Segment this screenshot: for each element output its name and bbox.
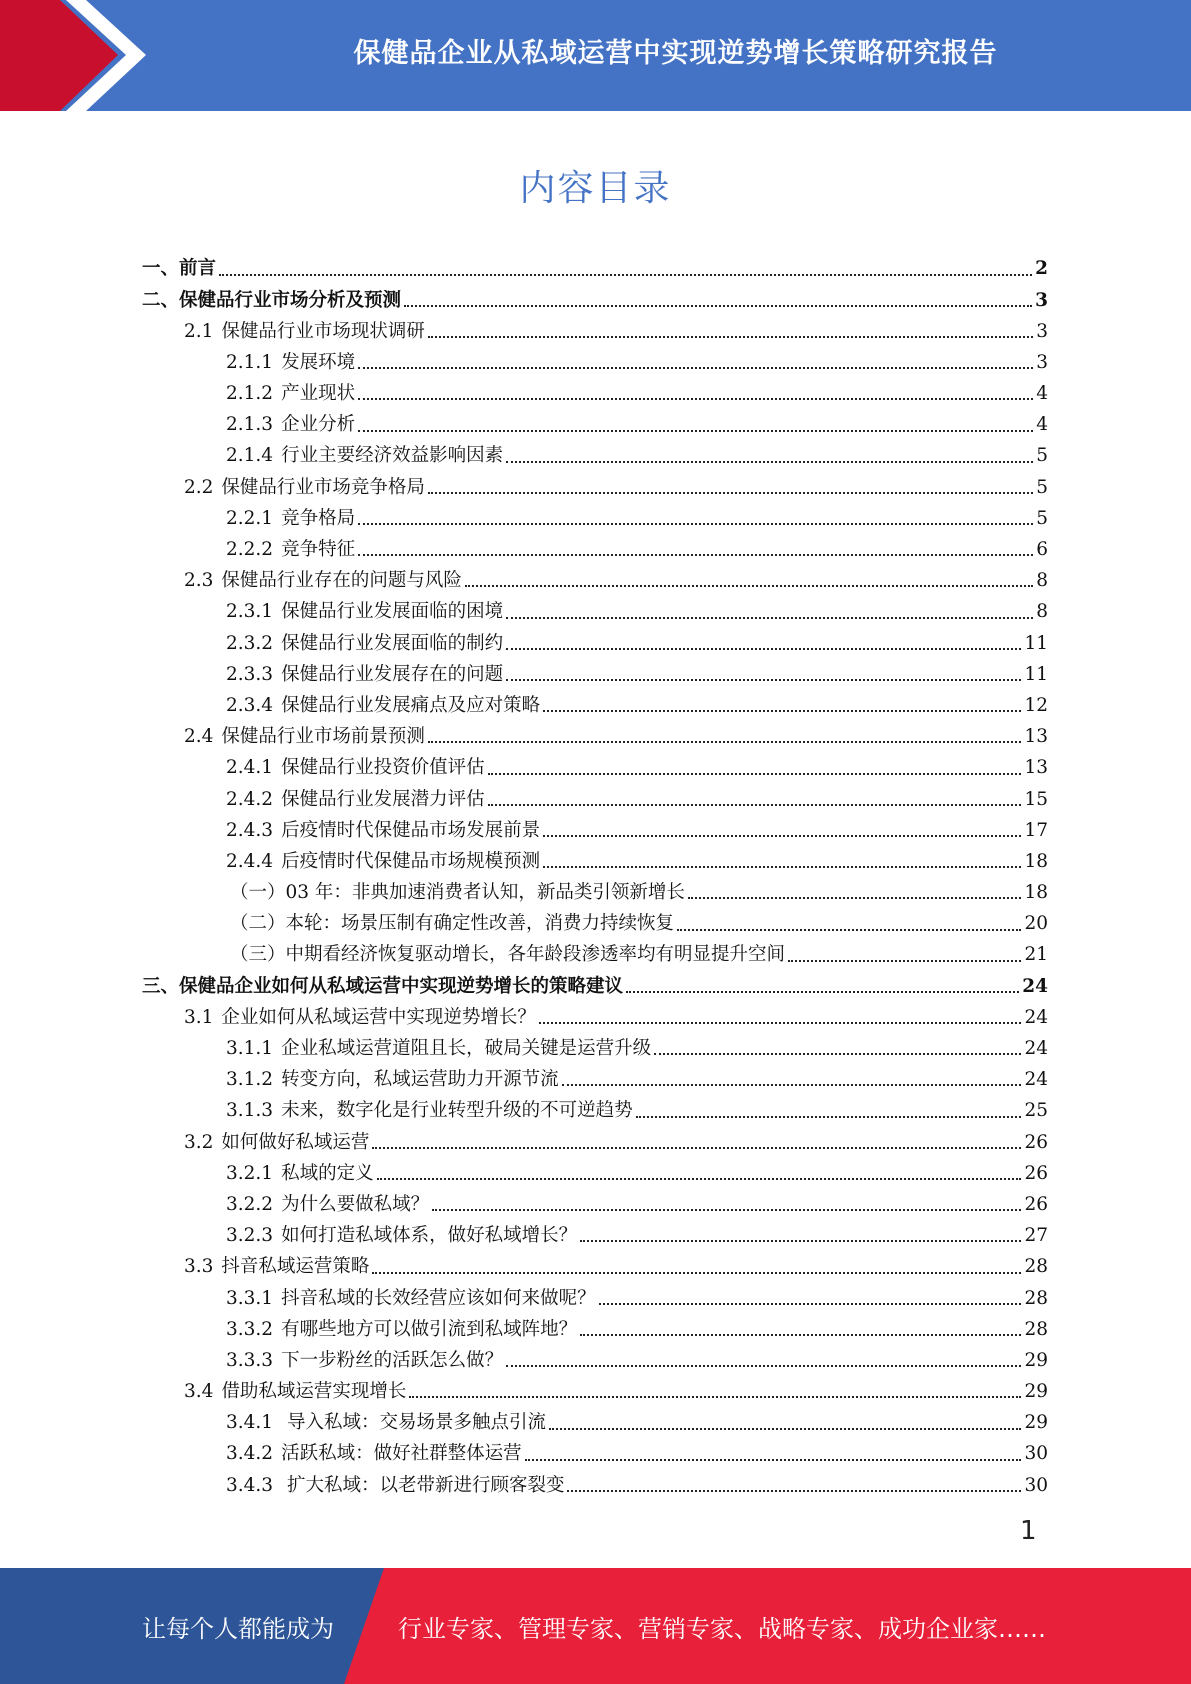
toc-entry-page: 27 bbox=[1024, 1225, 1048, 1247]
toc-entry-number: 3.3 bbox=[184, 1256, 214, 1278]
toc-entry-label bbox=[184, 728, 425, 747]
toc-entry[interactable] bbox=[142, 1314, 1048, 1345]
toc-entry-label bbox=[184, 476, 425, 498]
toc-entry-number: 3.2 bbox=[184, 1131, 214, 1153]
chevron-logo-icon bbox=[0, 0, 160, 111]
toc-entry-number: 2.3.2 bbox=[226, 632, 274, 654]
toc-entry-label bbox=[226, 447, 503, 466]
toc-entry-number: 3.1.1 bbox=[226, 1038, 274, 1060]
toc-entry-number: 2.1 bbox=[184, 320, 214, 342]
toc-entry-label bbox=[184, 1383, 406, 1402]
toc-entry-title: 扩大私域：以老带新进行顾客裂变 bbox=[281, 1474, 565, 1496]
dot-leader bbox=[599, 1303, 1022, 1305]
toc-entry-title: 保健品行业市场现状调研 bbox=[221, 320, 425, 342]
toc-entry[interactable] bbox=[142, 722, 1048, 753]
toc-entry[interactable] bbox=[142, 1065, 1048, 1096]
dot-leader bbox=[543, 835, 1021, 837]
toc-entry-number: 2.3.4 bbox=[226, 694, 274, 716]
toc-entry-title: 抖音私域运营策略 bbox=[221, 1256, 370, 1278]
toc-entry-number: 2.3 bbox=[184, 570, 214, 592]
toc-entry[interactable] bbox=[142, 753, 1048, 784]
toc-entry[interactable] bbox=[142, 504, 1048, 535]
toc-entry-page: 11 bbox=[1024, 632, 1048, 654]
toc-entry[interactable] bbox=[142, 1377, 1048, 1408]
toc-entry-page: 24 bbox=[1024, 1038, 1048, 1060]
toc-entry-number: 2.1.3 bbox=[226, 414, 274, 436]
toc-entry-title: 保健品行业发展潜力评估 bbox=[281, 788, 485, 810]
toc-entry-number: 3.3.1 bbox=[226, 1287, 274, 1309]
toc-entry[interactable] bbox=[142, 1221, 1048, 1252]
toc-entry-label bbox=[142, 260, 216, 279]
toc-entry-number: 2.4.2 bbox=[226, 788, 274, 810]
report-title: 保健品企业从私域运营中实现逆势增长策略研究报告 bbox=[353, 37, 998, 69]
toc-entry-page: 15 bbox=[1024, 788, 1048, 810]
toc-entry-page: 24 bbox=[1024, 1069, 1048, 1091]
toc-entry-label bbox=[226, 603, 503, 622]
toc-entry-label bbox=[226, 759, 485, 778]
toc-entry-page: 25 bbox=[1024, 1100, 1048, 1122]
toc-entry-label bbox=[226, 1040, 651, 1059]
toc-entry-page: 4 bbox=[1036, 383, 1048, 405]
toc-entry-label bbox=[226, 632, 504, 654]
toc-entry-page: 24 bbox=[1024, 1006, 1048, 1028]
toc-heading: 内容目录 bbox=[519, 168, 672, 209]
dot-leader bbox=[580, 1334, 1021, 1336]
dot-leader bbox=[788, 960, 1021, 962]
toc-entry-title: （三）中期看经济恢复驱动增长，各年龄段渗透率均有明显提升空间 bbox=[230, 944, 786, 966]
toc-entry-number: 3.4.2 bbox=[226, 1443, 274, 1465]
toc-entry-label bbox=[226, 541, 355, 560]
toc-entry-number: 3.4 bbox=[184, 1381, 214, 1403]
toc-entry[interactable] bbox=[142, 909, 1048, 940]
toc-entry-label bbox=[226, 1071, 559, 1090]
toc-entry-page: 6 bbox=[1036, 539, 1048, 561]
toc-entry-title: 竞争格局 bbox=[281, 507, 356, 529]
toc-entry-page: 26 bbox=[1024, 1131, 1048, 1153]
toc-entry-page: 28 bbox=[1024, 1256, 1048, 1278]
toc-entry[interactable] bbox=[142, 348, 1048, 379]
toc-entry[interactable] bbox=[142, 1252, 1048, 1283]
toc-entry-number: 2.4 bbox=[184, 726, 214, 748]
footer-band bbox=[0, 1568, 1191, 1684]
toc-entry[interactable] bbox=[142, 1283, 1048, 1314]
toc-entry-page: 26 bbox=[1024, 1193, 1048, 1215]
toc-entry[interactable] bbox=[142, 815, 1048, 846]
toc-entry-label bbox=[226, 416, 355, 435]
toc-entry-label bbox=[226, 385, 355, 404]
toc-entry-label bbox=[142, 975, 624, 997]
toc-entry-label bbox=[184, 1006, 536, 1028]
toc-entry-title: 保健品行业市场前景预测 bbox=[221, 726, 425, 748]
toc-entry-page: 30 bbox=[1024, 1474, 1048, 1496]
toc-entry-title: 抖音私域的长效经营应该如何来做呢？ bbox=[281, 1287, 596, 1309]
toc-entry-page: 11 bbox=[1024, 663, 1048, 685]
dot-leader bbox=[358, 367, 1033, 369]
toc-entry-label bbox=[142, 289, 402, 311]
toc-entry-number: 2.2.1 bbox=[226, 507, 274, 529]
dot-leader bbox=[219, 274, 1032, 276]
dot-leader bbox=[372, 1147, 1021, 1149]
toc-entry-number: 2.3.1 bbox=[226, 601, 274, 623]
toc-entry-title: 三、保健品企业如何从私域运营中实现逆势增长的策略建议 bbox=[142, 975, 624, 997]
footer-slogan-right: 行业专家、管理专家、营销专家、战略专家、成功企业家…… bbox=[398, 1614, 1046, 1643]
dot-leader bbox=[372, 1272, 1021, 1274]
toc-entry[interactable] bbox=[142, 410, 1048, 441]
dot-leader bbox=[543, 710, 1021, 712]
toc-entry-label bbox=[226, 850, 541, 872]
toc-entry-page: 28 bbox=[1024, 1318, 1048, 1340]
toc-entry[interactable] bbox=[142, 1190, 1048, 1221]
toc-entry-number: 2.1.1 bbox=[226, 351, 274, 373]
toc-entry-number: 3.1 bbox=[184, 1006, 214, 1028]
dot-leader bbox=[580, 1240, 1021, 1242]
toc-entry-number: 3.4.3 bbox=[226, 1474, 274, 1496]
toc-entry-page: 29 bbox=[1024, 1412, 1048, 1434]
toc-entry-number: 2.2 bbox=[184, 476, 214, 498]
toc-entry-title: 行业主要经济效益影响因素 bbox=[281, 445, 504, 467]
toc-entry-title: 发展环境 bbox=[281, 351, 356, 373]
dot-leader bbox=[432, 1209, 1021, 1211]
toc-entry-page: 12 bbox=[1024, 694, 1048, 716]
toc-entry-page: 30 bbox=[1024, 1443, 1048, 1465]
toc-entry-label bbox=[226, 819, 541, 841]
toc-entry-label bbox=[226, 663, 504, 685]
dot-leader bbox=[358, 554, 1033, 556]
toc-entry-page: 28 bbox=[1024, 1287, 1048, 1309]
toc-entry-title: 保健品行业存在的问题与风险 bbox=[221, 570, 462, 592]
dot-leader bbox=[506, 1365, 1021, 1367]
toc-entry-label bbox=[226, 1474, 565, 1496]
dot-leader bbox=[506, 679, 1021, 681]
toc-entry-label bbox=[184, 1131, 370, 1153]
toc-entry[interactable] bbox=[142, 628, 1048, 659]
toc-entry[interactable] bbox=[142, 1096, 1048, 1127]
dot-leader bbox=[636, 1116, 1022, 1118]
toc-entry-page: 26 bbox=[1024, 1162, 1048, 1184]
toc-entry[interactable] bbox=[142, 971, 1048, 1002]
toc-entry-number: 2.4.1 bbox=[226, 757, 274, 779]
footer-slogan-left: 让每个人都能成为 bbox=[142, 1614, 334, 1643]
toc-entry-title: 企业如何从私域运营中实现逆势增长？ bbox=[221, 1006, 536, 1028]
toc-entry-label bbox=[230, 946, 785, 965]
toc-entry[interactable] bbox=[142, 878, 1048, 909]
dot-leader bbox=[428, 336, 1033, 338]
dot-leader bbox=[428, 741, 1022, 743]
toc-entry[interactable] bbox=[142, 472, 1048, 503]
dot-leader bbox=[465, 585, 1033, 587]
toc-entry-number: 3.4.1 bbox=[226, 1412, 274, 1434]
toc-entry[interactable] bbox=[142, 847, 1048, 878]
toc-entry-number: 2.4.3 bbox=[226, 819, 274, 841]
toc-entry-number: 2.2.2 bbox=[226, 539, 274, 561]
toc-entry-page: 18 bbox=[1024, 850, 1048, 872]
toc-entry-label bbox=[226, 1227, 577, 1246]
dot-leader bbox=[506, 648, 1021, 650]
toc-entry-label bbox=[230, 915, 674, 934]
toc-entry-label bbox=[226, 1318, 578, 1340]
toc-entry[interactable] bbox=[142, 441, 1048, 472]
toc-entry-title: （一）03 年：非典加速消费者认知，新品类引领新增长 bbox=[230, 882, 685, 904]
toc-entry-page: 3 bbox=[1036, 351, 1048, 373]
toc-entry-title: 后疫情时代保健品市场规模预测 bbox=[281, 850, 541, 872]
toc-entry-title: 活跃私域：做好社群整体运营 bbox=[281, 1443, 522, 1465]
dot-leader bbox=[488, 773, 1022, 775]
toc-entry[interactable] bbox=[142, 1003, 1048, 1034]
toc-entry[interactable] bbox=[142, 1127, 1048, 1158]
toc-entry-label bbox=[226, 1349, 504, 1371]
toc-entry-label bbox=[226, 1287, 596, 1309]
toc-entry-title: 未来，数字化是行业转型升级的不可逆趋势 bbox=[281, 1100, 633, 1122]
toc-entry[interactable] bbox=[142, 285, 1048, 316]
toc-entry[interactable] bbox=[142, 1408, 1048, 1439]
toc-entry-page: 5 bbox=[1036, 507, 1048, 529]
toc-entry-label bbox=[226, 788, 485, 810]
toc-entry-title: 借助私域运营实现增长 bbox=[221, 1381, 407, 1403]
toc-entry-number: 2.1.4 bbox=[226, 445, 274, 467]
toc-entry-number: 3.1.2 bbox=[226, 1069, 274, 1091]
toc-entry[interactable] bbox=[142, 1346, 1048, 1377]
toc-entry-title: （二）本轮：场景压制有确定性改善，消费力持续恢复 bbox=[230, 913, 675, 935]
toc-entry-title: 下一步粉丝的活跃怎么做？ bbox=[281, 1349, 504, 1371]
toc-entry-label bbox=[226, 1102, 633, 1121]
toc-entry-page: 4 bbox=[1036, 414, 1048, 436]
toc-entry-title: 保健品行业市场竞争格局 bbox=[221, 476, 425, 498]
toc-entry-label bbox=[226, 1445, 522, 1464]
toc-entry[interactable] bbox=[142, 1439, 1048, 1470]
page-number: 1 bbox=[1020, 1516, 1037, 1546]
toc-entry-page: 13 bbox=[1024, 757, 1048, 779]
toc-entry-title: 保健品行业发展存在的问题 bbox=[281, 663, 504, 685]
toc-entry-title: 后疫情时代保健品市场发展前景 bbox=[281, 819, 541, 841]
dot-leader bbox=[677, 929, 1021, 931]
toc-entry-page: 24 bbox=[1022, 975, 1048, 997]
toc-entry-title: 保健品行业发展面临的困境 bbox=[281, 601, 504, 623]
toc-entry-number: 2.4.4 bbox=[226, 850, 274, 872]
dot-leader bbox=[358, 523, 1033, 525]
toc-entry-page: 18 bbox=[1024, 882, 1048, 904]
header-band bbox=[0, 0, 1191, 111]
toc-entry-title: 如何打造私域体系，做好私域增长？ bbox=[281, 1225, 578, 1247]
dot-leader bbox=[626, 991, 1019, 993]
dot-leader bbox=[409, 1396, 1021, 1398]
toc-entry-title: 有哪些地方可以做引流到私域阵地？ bbox=[281, 1318, 578, 1340]
toc-entry[interactable] bbox=[142, 379, 1048, 410]
toc-entry-label bbox=[226, 1414, 546, 1433]
toc-entry-title: 私域的定义 bbox=[281, 1162, 374, 1184]
dot-leader bbox=[377, 1178, 1022, 1180]
toc-entry-title: 导入私域：交易场景多触点引流 bbox=[281, 1412, 546, 1434]
dot-leader bbox=[488, 804, 1022, 806]
dot-leader bbox=[654, 1053, 1021, 1055]
toc-entry-number: 2.3.3 bbox=[226, 663, 274, 685]
toc-entry[interactable] bbox=[142, 659, 1048, 690]
dot-leader bbox=[539, 1022, 1022, 1024]
dot-leader bbox=[506, 461, 1033, 463]
toc-entry-page: 29 bbox=[1024, 1349, 1048, 1371]
toc-entry-title: 竞争特征 bbox=[281, 539, 356, 561]
toc-entry-title: 保健品行业发展痛点及应对策略 bbox=[281, 694, 541, 716]
toc-entry-page: 21 bbox=[1024, 944, 1048, 966]
toc-entry-label bbox=[226, 1193, 430, 1215]
toc-entry[interactable] bbox=[142, 784, 1048, 815]
dot-leader bbox=[688, 897, 1022, 899]
toc-entry-label bbox=[184, 320, 425, 342]
dot-leader bbox=[428, 492, 1033, 494]
toc-entry-number: 3.2.3 bbox=[226, 1225, 274, 1247]
toc-entry-page: 5 bbox=[1036, 445, 1048, 467]
dot-leader bbox=[562, 1084, 1022, 1086]
toc-entry-page: 2 bbox=[1035, 258, 1048, 280]
toc-entry[interactable] bbox=[142, 597, 1048, 628]
toc-entry-number: 3.3.3 bbox=[226, 1349, 274, 1371]
toc-entry[interactable] bbox=[142, 940, 1048, 971]
toc-entry-number: 3.3.2 bbox=[226, 1318, 274, 1340]
table-of-contents bbox=[142, 254, 1048, 1502]
dot-leader bbox=[549, 1428, 1021, 1430]
toc-entry-page: 8 bbox=[1036, 601, 1048, 623]
toc-entry-page: 5 bbox=[1036, 476, 1048, 498]
toc-entry-title: 为什么要做私域？ bbox=[281, 1193, 430, 1215]
toc-entry-title: 企业私域运营道阻且长，破局关键是运营升级 bbox=[281, 1038, 652, 1060]
toc-entry-title: 产业现状 bbox=[281, 383, 356, 405]
toc-entry-title: 保健品行业发展面临的制约 bbox=[281, 632, 504, 654]
toc-entry-label bbox=[230, 884, 685, 903]
toc-entry-number: 3.2.2 bbox=[226, 1193, 274, 1215]
toc-entry-title: 二、保健品行业市场分析及预测 bbox=[142, 289, 402, 311]
toc-entry[interactable] bbox=[142, 1034, 1048, 1065]
toc-entry[interactable] bbox=[142, 254, 1048, 285]
toc-entry-title: 转变方向，私域运营助力开源节流 bbox=[281, 1069, 559, 1091]
toc-entry[interactable] bbox=[142, 316, 1048, 347]
toc-entry-page: 3 bbox=[1035, 289, 1048, 311]
dot-leader bbox=[358, 430, 1033, 432]
toc-entry-label bbox=[226, 694, 541, 716]
dot-leader bbox=[358, 398, 1033, 400]
dot-leader bbox=[525, 1459, 1022, 1461]
dot-leader bbox=[506, 617, 1033, 619]
toc-entry-label bbox=[226, 1162, 374, 1184]
toc-entry-title: 一、前言 bbox=[142, 258, 217, 280]
toc-entry-label bbox=[184, 1258, 369, 1277]
toc-entry[interactable] bbox=[142, 1470, 1048, 1501]
toc-entry-title: 企业分析 bbox=[281, 414, 356, 436]
toc-entry-page: 17 bbox=[1024, 819, 1048, 841]
toc-entry[interactable] bbox=[142, 1158, 1048, 1189]
toc-entry-label bbox=[184, 572, 462, 591]
toc-entry-page: 3 bbox=[1036, 320, 1048, 342]
dot-leader bbox=[543, 866, 1021, 868]
toc-entry-label bbox=[226, 507, 356, 529]
toc-entry-title: 如何做好私域运营 bbox=[221, 1131, 370, 1153]
toc-entry-number: 3.1.3 bbox=[226, 1100, 274, 1122]
toc-entry-label bbox=[226, 351, 356, 373]
toc-entry-title: 保健品行业投资价值评估 bbox=[281, 757, 485, 779]
dot-leader bbox=[567, 1490, 1021, 1492]
toc-entry[interactable] bbox=[142, 566, 1048, 597]
toc-entry-number: 3.2.1 bbox=[226, 1162, 274, 1184]
toc-entry-page: 29 bbox=[1024, 1381, 1048, 1403]
toc-entry-page: 8 bbox=[1036, 570, 1048, 592]
dot-leader bbox=[404, 305, 1032, 307]
toc-entry[interactable] bbox=[142, 691, 1048, 722]
toc-entry-number: 2.1.2 bbox=[226, 383, 274, 405]
toc-entry-page: 13 bbox=[1024, 726, 1048, 748]
toc-entry[interactable] bbox=[142, 535, 1048, 566]
toc-entry-page: 20 bbox=[1024, 913, 1048, 935]
